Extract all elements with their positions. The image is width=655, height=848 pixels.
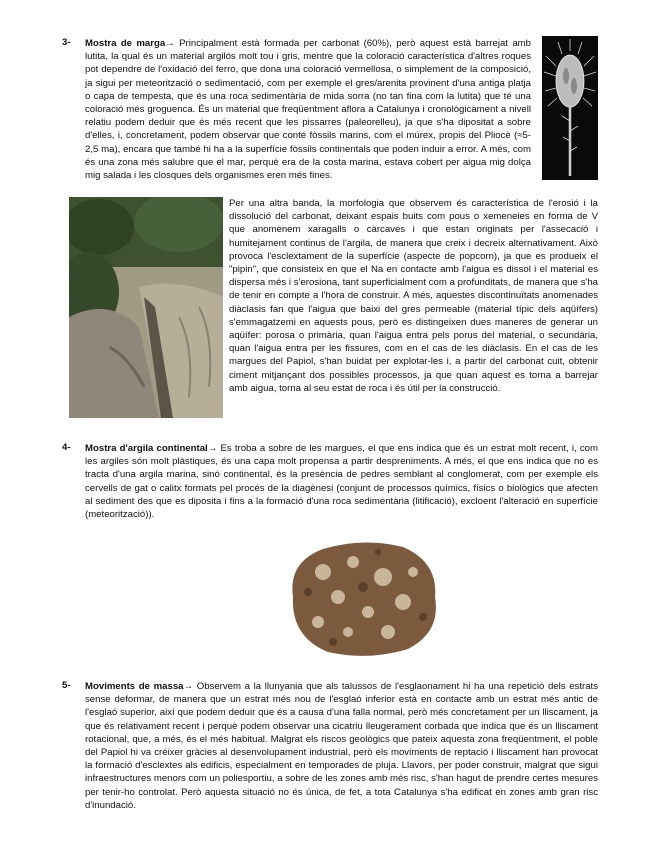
section-5-title: Moviments de massa: [85, 681, 184, 692]
clay-rock-photo: [283, 537, 443, 661]
section-5-number: 5-: [62, 680, 71, 691]
murex-shell-icon: [542, 36, 598, 180]
section-3-text-bottom: Per una altra banda, la morfologia que observem és característica de l'erosió i la dissolució del carbonat, deixant espais buits com pous o xemeneies en forma de V que anomenem xaragalls o càrcaves i que estan originats per l'assecació i humitejament continus de l'argila, de manera que creix i decreix alternativament. Això provoca l'esclextament de la superfície (aspecte de popcorn), ja que es produeix el "pipin", que consisteix en que el Na en contacte amb l'aigua es dissol i el material es dispersa més i s'erosiona, tant superficialment com a profunditats, de manera que s'ha de tenir en compte a l'hora de construir. A més, aquestes discontinuïtats anomenades diàclasis fan que l'aigua que baixi del gres permeable (material típic dels aqüífers) s'emmagatzemi en aquests pous, però es distingeixen dues maneres de generar un aqüífer: porosa o primària, quan l'aigua entra pels porus del material, o secundària, quan l'aigua entra per les fissures, com en el cas de les diàclasis. En el cas de les margues del Papiol, s'han buidat per explotar-les i, a partir del carbonat cuit, obtenir ciment mitjançant dos possibles processos, ja que quan aquest es torna a barrejar amb aigua, torna al seu estat de roca i és útil per la construcció.: [229, 198, 598, 394]
clay-rock-icon: [283, 537, 443, 661]
section-4-title: Mostra d'argila continental: [85, 443, 208, 454]
gully-landscape-icon: [69, 197, 223, 418]
section-5-text: Observem a la llunyania que als talussos de l'esglaonament hi ha una repetició dels estrats sense deformar, de manera que un estrat més nou de l'esglaó inferior està en contacte amb un estrat més antic de l'esglaó superior, així que podem deduir que és a causa d'una falla normal, però més concretament per un lliscament, ja que és relativament recent i perquè podem observar una cicatriu lleugerament corbada que indica que és un lliscament rotacional, que, a més, és el més habitual. Malgrat els riscos geològics que pateix aquesta zona freqüentment, el poble del Papiol hi va créixer gràcies al desenvolupament industrial, però els moviments de reptació i lliscament han provocat la formació d'esclextes als edificis, especialment en temporades de pluja. Llavors, per poder construir, malgrat que sigui infraestructures menors com un poliesportiu, a sobre de les zones amb més risc, s'han hagut de prendre certes mesures per tenir-ho controlat. Però aquesta situació no és única, de fet, a tota Catalunya s'ha edificat en zones amb gran risc d'inundació.: [85, 681, 598, 811]
section-4-paragraph: [85, 442, 598, 521]
murex-shell-photo: [542, 36, 598, 180]
section-5-paragraph: [85, 680, 598, 812]
section-3-title: Mostra de marga: [85, 38, 166, 49]
section-3-paragraph-bottom: [229, 197, 598, 395]
marl-gully-photo: [69, 197, 223, 418]
section-3-text-top: Principalment està formada per carbonat (60%), però aquest està barrejat amb lutita, la qual és un material argilós molt tou i gris, mentre que la coloració característica d'altres roques pot dependre de l'oxidació del ferro, que dona una coloració vermellosa, o simplement de la composició, ja sigui per meteorització o sedimentació, com per exemple el gres/arenita provinent d'una antiga platja o capa de tempesta, que és una roca sedimentària de mida sorra (no tan fina com la lutita) que té una coloració més groguenca. És un material que freqüentment aflora a Catalunya i cronològicament a nivell relatiu podem deduir que és més recent que les pissarres (paleorelleu), ja que s'ha dipositat a sobre d'elles, i, concretament, podem observar que conté fòssils marins, com el múrex, propis del Pliocè (≈5-2,5 ma), encara que també hi ha a la superfície fòssils continentals que poden induir a error. A més, com és una zona més salubre que el mar, perquè era de la costa marina, estava cobert per aigua mig dolça mig salada i les closques dels organismes eren més fines.: [85, 38, 531, 182]
arrow-icon: →: [207, 443, 218, 454]
section-3-number: 3-: [62, 37, 71, 48]
section-3-paragraph: [85, 37, 531, 182]
section-4-number: 4-: [62, 442, 71, 453]
section-4-text: Es troba a sobre de les margues, el que ens indica que és un estrat molt recent, i, com les argiles són molt plàstiques, és una capa molt propensa a partir despreniments. A més, el que ens indica que no es tracta d'una argila marina, sinó continental, és la presència de pedres semblant al conglomerat, com per exemple els cervells de gat o calitx formats pel procés de la diagènesi (conjunt de processos químics, físics o biològics que afecten al sediment des que es diposita i fins a la formació d'una roca sedimentària (litificació), excloent l'alteració en superfície (meteorització)).: [85, 443, 598, 521]
arrow-icon: →: [183, 681, 194, 692]
arrow-icon: →: [165, 38, 175, 49]
